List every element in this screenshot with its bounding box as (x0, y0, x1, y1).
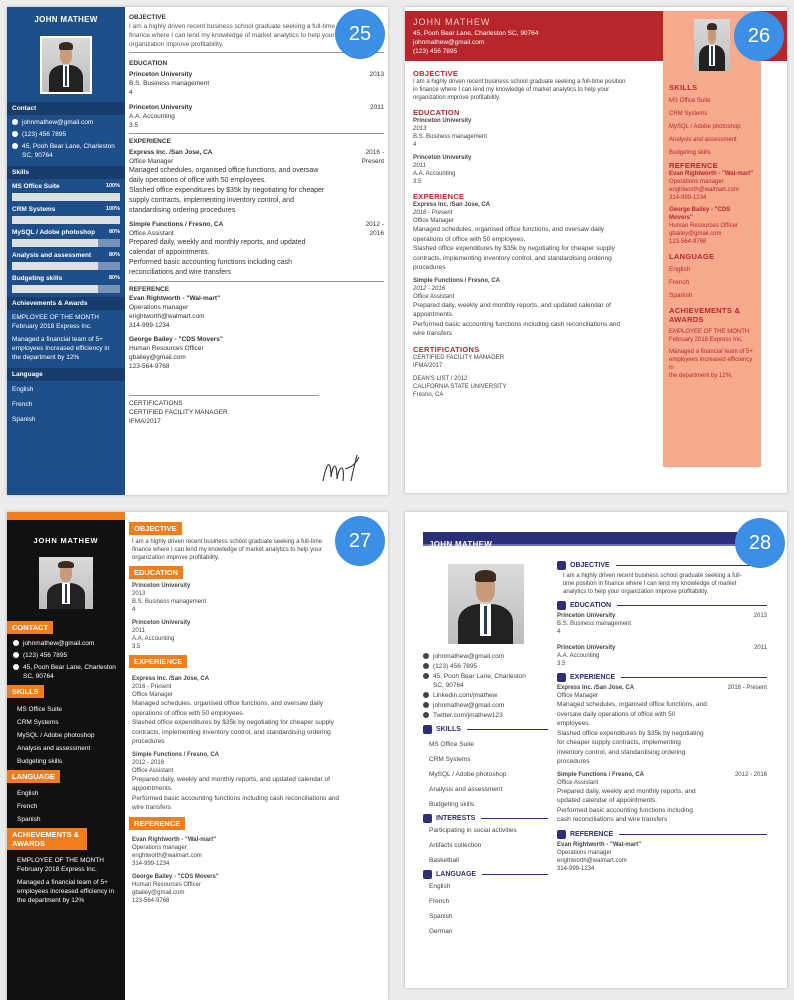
exp-dates: 2016 - Present (727, 685, 767, 691)
cert-item: CERTIFIED FACILITY MANAGER (413, 354, 505, 361)
ref-phone: 123-564-9768 (129, 363, 170, 370)
ref-name: Evan Rightworth - "Wal-mart" (132, 836, 217, 843)
skills-list (7, 705, 125, 766)
edu-year: 2013 (413, 126, 427, 132)
certifications-heading: CERTIFICATIONS (129, 400, 183, 407)
skill-bar (12, 262, 120, 270)
exp-dates: 2016 - (365, 149, 384, 156)
edu-year: 2011 (754, 645, 767, 651)
interests-heading: INTERESTS (423, 814, 548, 823)
cert-item: DEAN'S LIST / 2012 (413, 375, 468, 382)
certifications-heading: CERTIFICATIONS (413, 344, 480, 354)
resume-name: JOHN MATHEW (413, 17, 491, 27)
skill-percent: 80% (108, 229, 120, 235)
phone-icon (13, 652, 19, 658)
contact-heading: Contact (7, 102, 125, 115)
template-number-badge: 28 (735, 518, 785, 568)
heart-icon (423, 814, 432, 823)
education-heading: EDUCATION (129, 566, 183, 579)
skill-name: CRM Systems (12, 206, 56, 213)
contact-phone: (123) 456 7895 (12, 130, 120, 139)
ref-name: George Bailey - "CDS Movers" (129, 336, 223, 343)
ref-role: Human Resources Officer (132, 881, 201, 888)
ref-phone: 314-999-1234 (557, 865, 595, 872)
ref-role: Operations manager (129, 304, 189, 311)
achievement-title: EMPLOYEE OF THE MONTH (12, 314, 99, 321)
exp-dates: 2012 - 2016 (734, 771, 767, 778)
language-item: English (669, 266, 691, 273)
contact-address: 45, Pooh Bear Lane, Charleston SC, 90764 (423, 672, 548, 690)
objective-heading: OBJECTIVE (129, 522, 182, 535)
email-icon (12, 119, 18, 125)
contact-heading: CONTACT (7, 621, 53, 634)
gpa: 4 (413, 142, 417, 148)
education-heading: EDUCATION (557, 601, 767, 610)
language-item: French (17, 803, 38, 810)
ref-name: George Bailey - "CDS Movers" (669, 207, 731, 221)
company: Express Inc. /San Jose, CA (413, 202, 491, 208)
ref-email: gbailey@gmail.com (129, 354, 186, 361)
ref-phone: 314-999-1234 (669, 195, 707, 201)
ref-role: Human Resources Officer (669, 223, 738, 229)
exp-desc: Managed schedules, organised office functions, and oversaw daily operations of office with 50 employees. Slashed office expenditures by $35k by negotiating for cheaper supply contracts, implementing inventory control, and standardising ordering procedures (557, 701, 707, 765)
achievement-date: February 2018 Express Inc. (17, 866, 97, 873)
exp-dates: 2016 - Present (413, 210, 453, 216)
job-title: Office Assistant (557, 779, 599, 786)
degree: B.S. Business management (557, 621, 632, 627)
cert-org: CALIFORNIA STATE UNIVERSITY (413, 383, 507, 390)
gpa: 3.5 (413, 179, 422, 185)
language-heading: LANGUAGE (669, 252, 715, 261)
skill-bar-fill (12, 262, 98, 270)
skill-item: CRM Systems (429, 756, 471, 763)
edu-year: 2013 (753, 613, 767, 619)
company: Express Inc. /San Jose, CA (129, 149, 213, 156)
company: Simple Functions / Fresno, CA (129, 221, 224, 228)
skill-bar-fill (12, 239, 98, 247)
sidebar (7, 7, 125, 495)
language-heading: LANGUAGE (7, 770, 60, 783)
language-heading: Language (7, 368, 125, 381)
degree: A.A. Accounting (557, 653, 600, 659)
skill-item: MS Office Suite (429, 741, 475, 748)
job-title: Office Assistant (413, 293, 455, 300)
achievement-date: February 2018 Express Inc. (12, 323, 92, 330)
achievements-heading: ACHIEVEMENTS & AWARDS (7, 828, 87, 850)
achievements-heading: Achievements & Awards (7, 297, 125, 310)
resume-card-28[interactable] (405, 512, 787, 988)
achievement-title: EMPLOYEE OF THE MONTH (17, 857, 104, 864)
sidebar (7, 512, 125, 1000)
skill-row (12, 251, 120, 260)
resume-name: JOHN MATHEW (33, 536, 99, 545)
graduation-cap-icon (557, 601, 566, 610)
interest-item: Artifacts collection (429, 842, 482, 849)
achievement-title: EMPLOYEE OF THE MONTH (669, 329, 750, 335)
ref-phone: 314-999-1234 (129, 322, 170, 329)
main-column (129, 13, 384, 426)
language-item: French (12, 401, 33, 408)
skill-name: MySQL / Adobe photoshop (12, 229, 96, 236)
experience-heading: EXPERIENCE (557, 673, 767, 682)
skills-list (12, 182, 120, 293)
skill-percent: 100% (105, 183, 120, 189)
skill-bar (12, 216, 120, 224)
skill-item: Budgeting skills (429, 801, 475, 808)
language-item: German (429, 928, 453, 935)
contact-facebook[interactable]: johnmathew@gmail.com (423, 701, 548, 710)
language-item: Spanish (12, 416, 36, 423)
job-title: Office Assistant (132, 767, 174, 774)
phone-icon (12, 131, 18, 137)
reference-heading: REFERENCE (557, 830, 767, 839)
school: Princeton University (129, 71, 193, 78)
skill-item: Analysis and assessment (429, 786, 503, 793)
reference-icon (557, 830, 566, 839)
objective-heading: OBJECTIVE (557, 561, 767, 570)
cert-location: Fresno, CA (413, 391, 444, 398)
skills-heading: SKILLS (423, 725, 548, 734)
skills-list (423, 740, 548, 809)
skill-item: Analysis and assessment (17, 745, 91, 752)
language-item: Spanish (669, 292, 693, 299)
objective-text: I am a highly driven recent business school graduate seeking a full-time finance where I can lend my knowledge of market analytics to help your organization improve profitability. (129, 23, 335, 48)
ref-phone: 314-999-1234 (132, 860, 170, 867)
school: Princeton University (132, 583, 191, 589)
gpa: 3.5 (132, 644, 141, 650)
skills-heading: SKILLS (7, 685, 44, 698)
school: Princeton University (413, 155, 472, 161)
skills-icon (423, 725, 432, 734)
location-icon (423, 673, 429, 679)
cert-org: IFMA/2017 (129, 418, 161, 425)
language-item: Spanish (17, 816, 41, 823)
objective-text: I am a highly driven recent business school graduate seeking a full- time position in finance where I can lend my knowledge of market analytics to help your organization improve profitability. (563, 573, 742, 595)
contact-address: 45, Pooh Bear Lane, Charleston SC, 90764 (413, 30, 539, 37)
exp-dates: Present (361, 158, 384, 165)
ref-email: erightworth@walmart.com (129, 313, 205, 320)
main-column (557, 556, 767, 873)
reference-heading: REFERENCE (129, 286, 170, 293)
resume-name: JOHN MATHEW (34, 15, 98, 24)
contact-email: johnmathew@gmail.com (13, 639, 125, 648)
header-band (423, 532, 763, 549)
ref-email: erightworth@walmart.com (557, 857, 627, 864)
ref-name: George Bailey - "CDS Movers" (132, 873, 219, 880)
phone-icon (423, 663, 429, 669)
reference-heading: REFERENCE (129, 817, 185, 830)
right-column (663, 11, 761, 467)
template-number-badge: 26 (734, 11, 784, 61)
language-item: Spanish (429, 913, 453, 920)
language-item: English (429, 883, 451, 890)
exp-desc: Managed schedules, organised office functions, and oversaw daily operations of office with 50 employees. Slashed office expenditures by $35k by negotiating for cheaper supply contracts, implementing inventory control, and standardising ordering procedures (129, 167, 325, 214)
skill-item: MS Office Suite (669, 98, 711, 104)
main-column (129, 518, 384, 905)
signature (319, 451, 369, 487)
skill-row (12, 274, 120, 283)
experience-heading: EXPERIENCE (129, 655, 187, 668)
school: Princeton University (129, 104, 193, 111)
ref-role: Operations manager (669, 179, 724, 185)
skill-row (12, 182, 120, 191)
company: Simple Functions / Fresno, CA (557, 771, 645, 778)
gpa: 3.5 (129, 122, 139, 129)
ref-email: gbailey@gmail.com (669, 231, 722, 237)
edu-year: 2011 (132, 628, 145, 634)
ref-name: Evan Rightworth - "Wal-mart" (129, 295, 221, 302)
skill-percent: 80% (108, 252, 120, 258)
ref-role: Operations manager (557, 849, 612, 856)
skill-item: CRM Systems (669, 111, 708, 117)
education-heading: EDUCATION (129, 60, 168, 67)
objective-heading: OBJECTIVE (413, 69, 459, 78)
exp-dates: 2016 (369, 230, 384, 237)
exp-dates: 2012 - (365, 221, 384, 228)
gpa: 4 (132, 607, 136, 613)
objective-text: I am a highly driven recent business school graduate seeking a full-time position in finance where I can lend my knowledge of market analytics to help your organization improve profitability. (413, 79, 626, 101)
language-item: English (12, 386, 34, 393)
company: Simple Functions / Fresno, CA (413, 277, 501, 284)
skill-bar-fill (12, 193, 120, 201)
skill-item: CRM Systems (17, 719, 59, 726)
ref-phone: 123-564-9768 (669, 239, 707, 245)
contact-email: johnmathew@gmail.com (423, 652, 548, 661)
skill-item: Analysis and assessment (669, 137, 737, 143)
language-heading: LANGUAGE (423, 870, 548, 879)
contact-phone: (123) 456 7895 (423, 662, 548, 671)
interest-item: Participating in social activities (429, 827, 517, 834)
reference-heading: REFERENCE (669, 161, 718, 170)
gpa: 4 (557, 629, 561, 635)
job-title: Office Assistant (129, 230, 174, 237)
linkedin-icon (423, 692, 429, 698)
location-icon (12, 143, 18, 149)
skills-heading: Skills (7, 166, 125, 179)
objective-heading: OBJECTIVE (129, 14, 166, 21)
experience-heading: EXPERIENCE (413, 192, 465, 201)
ref-phone: 123-564-9768 (132, 897, 170, 904)
profile-photo (40, 36, 92, 94)
degree: B.S. Business management (132, 599, 207, 605)
achievement-desc: Managed a financial team of 5+ employees increased efficiency in the department by 12% (17, 879, 115, 904)
exp-desc: Managed schedules, organised office functions, and oversaw daily operations of office with 50 employees. Slashed office expenditures by $35k by negotiating for cheaper supply contracts, implementing inventory control, and standardising ordering procedures (413, 226, 615, 271)
ref-email: erightworth@walmart.com (669, 187, 739, 193)
ref-name: Evan Rightworth - "Wal-mart" (669, 171, 754, 177)
skill-bar (12, 239, 120, 247)
sidebar (423, 552, 548, 936)
skill-row (12, 205, 120, 214)
email-icon (13, 640, 19, 646)
school: Princeton University (413, 118, 472, 124)
contact-linkedin[interactable]: Linkedin.com/jmathew (423, 691, 548, 700)
briefcase-icon (557, 673, 566, 682)
degree: B.S. Business management (413, 134, 488, 140)
degree: A.A. Accounting (413, 171, 456, 177)
achievement-date: February 2018 Express Inc. (669, 337, 743, 343)
language-icon (423, 870, 432, 879)
exp-dates: 2012 - 2016 (413, 285, 446, 292)
facebook-icon (423, 702, 429, 708)
skill-percent: 100% (105, 206, 120, 212)
exp-desc: Prepared daily, weekly and monthly reports, and updated calendar of appointments. Performed basic accounting functions including cash reconciliations and wire transfers (132, 775, 340, 811)
contact-phone: (123) 456 7895 (413, 48, 458, 55)
school: Princeton University (132, 620, 191, 626)
job-title: Office Manager (129, 158, 174, 165)
language-item: French (429, 898, 450, 905)
contact-twitter[interactable]: Twitter.com/jmathew123 (423, 711, 548, 720)
job-title: Office Manager (132, 692, 173, 698)
profile-photo (446, 562, 526, 646)
achievements-heading: ACHIEVEMENTS & AWARDS (669, 306, 741, 324)
skill-item: MS Office Suite (17, 706, 63, 713)
skill-item: MySQL / Adobe photoshop (17, 732, 95, 739)
job-title: Office Manager (413, 218, 454, 224)
resume-card-26[interactable] (405, 7, 787, 493)
experience-heading: EXPERIENCE (129, 138, 171, 145)
school: Princeton University (557, 645, 616, 651)
company: Simple Functions / Fresno, CA (132, 751, 220, 758)
ref-name: Evan Rightworth - "Wal-mart" (557, 841, 642, 848)
twitter-icon (423, 712, 429, 718)
exp-dates: 2016 - Present (132, 684, 172, 690)
contact-email: johnmathew@gmail.com (413, 39, 485, 46)
skill-bar-fill (12, 285, 98, 293)
objective-text: I am a highly driven recent business school graduate seeking a full-time finance where I can lend my knowledge of market analytics to help your organization improve profitability. (132, 539, 323, 561)
profile-photo (37, 555, 95, 611)
ref-role: Human Resources Officer (129, 345, 204, 352)
resume-card-27[interactable] (7, 512, 388, 1000)
contact-email: johnmathew@gmail.com (12, 118, 120, 127)
skill-name: MS Office Suite (12, 183, 60, 190)
skill-item: MySQL / Adobe photoshop (429, 771, 507, 778)
resume-name: JOHN MATHEW (429, 540, 493, 549)
ref-email: gbailey@gmail.com (132, 889, 185, 896)
achievement-desc: Managed a financial team of 5+ employees increased efficiency in the department by 12%. (669, 349, 753, 379)
education-heading: EDUCATION (413, 108, 460, 117)
job-title: Office Manager (557, 693, 598, 699)
exp-desc: Prepared daily, weekly and monthly reports, and updated calendar of appointments. Performed basic accounting functions including cash reconciliations and wire transfers (557, 787, 696, 823)
cert-item: CERTIFIED FACILITY MANAGER (129, 409, 228, 416)
edu-year: 2013 (369, 71, 384, 78)
degree: A.A. Accounting (129, 113, 175, 120)
degree: A.A. Accounting (132, 636, 175, 642)
edu-year: 2011 (370, 104, 384, 111)
exp-desc: Prepared daily, weekly and monthly reports, and updated calendar of appointments. Performed basic accounting functions including cash reconciliations and wire transfers (413, 301, 621, 337)
location-icon (13, 664, 19, 670)
contact-phone: (123) 456 7895 (13, 651, 125, 660)
skill-row (12, 228, 120, 237)
email-icon (423, 653, 429, 659)
language-item: English (17, 790, 39, 797)
ref-email: erightworth@walmart.com (132, 852, 202, 859)
skills-list (669, 97, 755, 157)
template-number-badge: 25 (335, 9, 385, 59)
skill-percent: 80% (108, 275, 120, 281)
skill-item: Budgeting skills (17, 758, 63, 765)
profile-photo (692, 17, 732, 73)
main-column (413, 69, 659, 399)
skill-bar (12, 193, 120, 201)
gpa: 3.5 (557, 661, 566, 667)
edu-year: 2011 (413, 163, 426, 169)
target-icon (557, 561, 566, 570)
language-item: French (669, 279, 690, 286)
degree: B.S. Business management (129, 80, 210, 87)
skill-item: MySQL / Adobe photoshop (669, 124, 741, 130)
template-number-badge: 27 (335, 516, 385, 566)
contact-address: 45, Pooh Bear Lane, Charleston SC, 90764 (12, 142, 120, 160)
skill-name: Analysis and assessment (12, 252, 92, 259)
skill-bar-fill (12, 216, 120, 224)
company: Express Inc. /San Jose, CA (132, 676, 210, 682)
exp-desc: Managed schedules, organised office functions, and oversaw daily operations of office with 50 employees. Slashed office expenditures by $35k by negotiating for cheaper supply contracts, implementing inventory control, and standardising ordering procedures (132, 700, 334, 745)
contact-address: 45, Pooh Bear Lane, Charleston SC, 90764 (13, 663, 125, 681)
edu-year: 2013 (132, 591, 146, 597)
exp-desc: Prepared daily, weekly and monthly reports, and updated calendar of appointments. Performed basic accounting functions including cash reconciliations and wire transfers (129, 239, 306, 276)
skills-heading: SKILLS (669, 83, 698, 92)
achievement-desc: Managed a financial team of 5+ employees Increased efficiency in the department by 12% (12, 336, 110, 361)
skill-name: Budgeting skills (12, 275, 63, 282)
company: Express Inc. /San Jose, CA (557, 685, 635, 691)
gpa: 4 (129, 89, 133, 96)
skill-item: Budgeting skills (669, 150, 711, 156)
exp-dates: 2012 - 2016 (132, 759, 165, 766)
cert-org: IFMA/2017 (413, 362, 443, 369)
ref-role: Operations manager (132, 844, 187, 851)
skill-bar (12, 285, 120, 293)
school: Princeton University (557, 613, 616, 619)
interest-item: Basketball (429, 857, 459, 864)
resume-card-25[interactable] (7, 7, 388, 495)
